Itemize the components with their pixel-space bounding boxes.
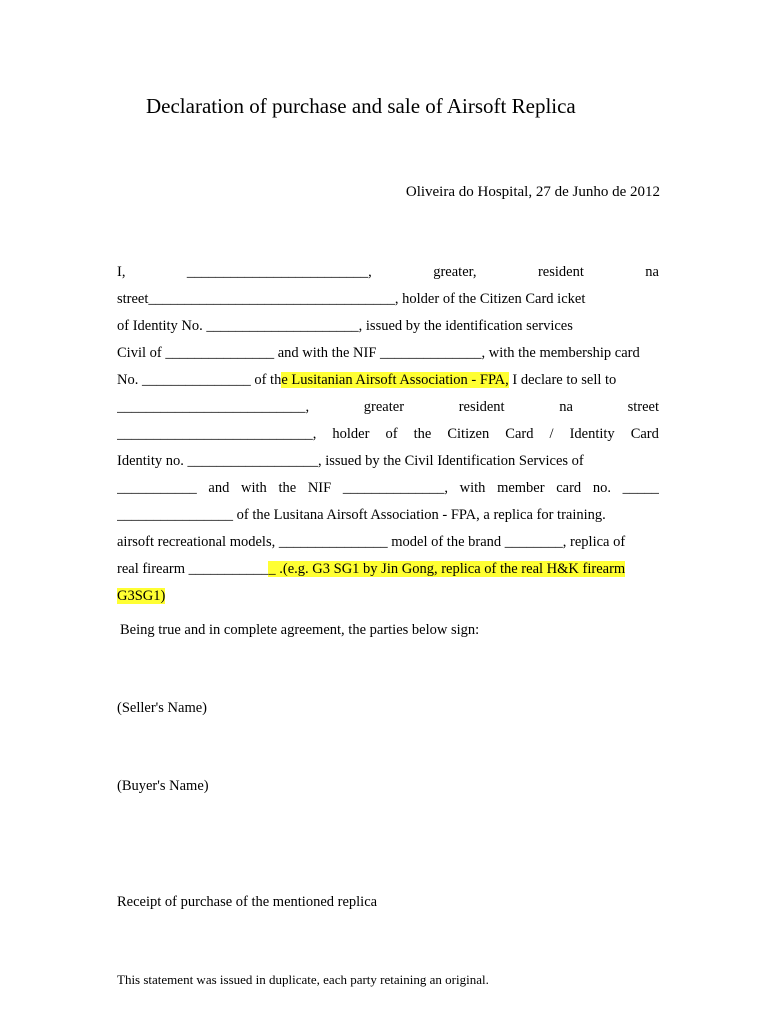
- line-text: street__________________________________, holder of the Citizen Card icket: [117, 291, 586, 307]
- body-line: [117, 316, 659, 343]
- blank-field: ___________________________,: [117, 426, 317, 442]
- body-line: [117, 370, 659, 397]
- body-line: [117, 343, 659, 370]
- line-text: airsoft recreational models, _______________ model of the brand ________, replica of: [117, 534, 626, 550]
- word: greater: [363, 399, 405, 415]
- buyer-name-label: (Buyer's Name): [117, 778, 209, 794]
- body-line: [117, 451, 659, 478]
- word: greater,: [433, 264, 477, 280]
- duplicate-statement: This statement was issued in duplicate, each party retaining an original.: [117, 972, 489, 987]
- agreement-statement: Being true and in complete agreement, the parties below sign:: [120, 622, 480, 638]
- seller-name-label: (Seller's Name): [117, 700, 207, 716]
- receipt-statement: Receipt of purchase of the mentioned replica: [117, 894, 378, 910]
- body-line: [117, 478, 659, 505]
- word: with: [459, 480, 486, 496]
- line-text: Identity no. __________________, issued by the Civil Identification Services of: [117, 453, 584, 469]
- body-line: [117, 586, 659, 613]
- body-line: [117, 559, 659, 586]
- word: card: [556, 480, 582, 496]
- declaration-body: [117, 262, 659, 613]
- word: member: [497, 480, 545, 496]
- word: na: [645, 264, 659, 280]
- highlighted-text: G3SG1): [117, 588, 166, 604]
- word: of: [385, 426, 398, 442]
- word: resident: [458, 399, 505, 415]
- body-line: [117, 532, 659, 559]
- word: the: [278, 480, 297, 496]
- line-text: of Identity No. _____________________, issued by the identification services: [117, 318, 573, 334]
- line-text: I declare to sell to: [508, 372, 617, 388]
- highlighted-text: _ .(e.g. G3 SG1 by Jin Gong, replica of the real H&K firearm: [268, 561, 626, 577]
- word: Card: [505, 426, 534, 442]
- blank-field: __________________________,: [117, 399, 310, 415]
- line-text: Civil of _______________ and with the NIF ______________, with the membership card: [117, 345, 640, 361]
- line-text: No. _______________ of th: [117, 372, 282, 388]
- place-date: Oliveira do Hospital, 27 de Junho de 2012: [405, 184, 660, 200]
- word: Identity: [569, 426, 615, 442]
- word: /: [549, 426, 554, 442]
- body-line: [117, 262, 659, 289]
- word: and: [208, 480, 230, 496]
- body-line: [117, 289, 659, 316]
- word: holder: [332, 426, 370, 442]
- word: Card: [630, 426, 659, 442]
- body-line: [117, 424, 659, 451]
- blank-field: _____: [622, 480, 659, 496]
- line-text: ________________ of the Lusitana Airsoft Association - FPA, a replica for training.: [117, 507, 606, 523]
- word: I,: [117, 264, 126, 280]
- blank-field: ______________,: [342, 480, 448, 496]
- blank-field: ___________: [117, 480, 197, 496]
- word: street: [627, 399, 659, 415]
- body-line: [117, 505, 659, 532]
- word: no.: [592, 480, 611, 496]
- highlighted-text: e Lusitanian Airsoft Association - FPA,: [281, 372, 509, 388]
- word: resident: [537, 264, 584, 280]
- word: na: [559, 399, 573, 415]
- line-text: real firearm ___________: [117, 561, 269, 577]
- word: with: [241, 480, 267, 496]
- document-title: Declaration of purchase and sale of Airsoft Replica: [146, 94, 576, 118]
- body-line: [117, 397, 659, 424]
- word: Citizen: [447, 426, 490, 442]
- blank-field: _________________________,: [186, 264, 372, 280]
- word: the: [413, 426, 432, 442]
- word: NIF: [307, 480, 332, 496]
